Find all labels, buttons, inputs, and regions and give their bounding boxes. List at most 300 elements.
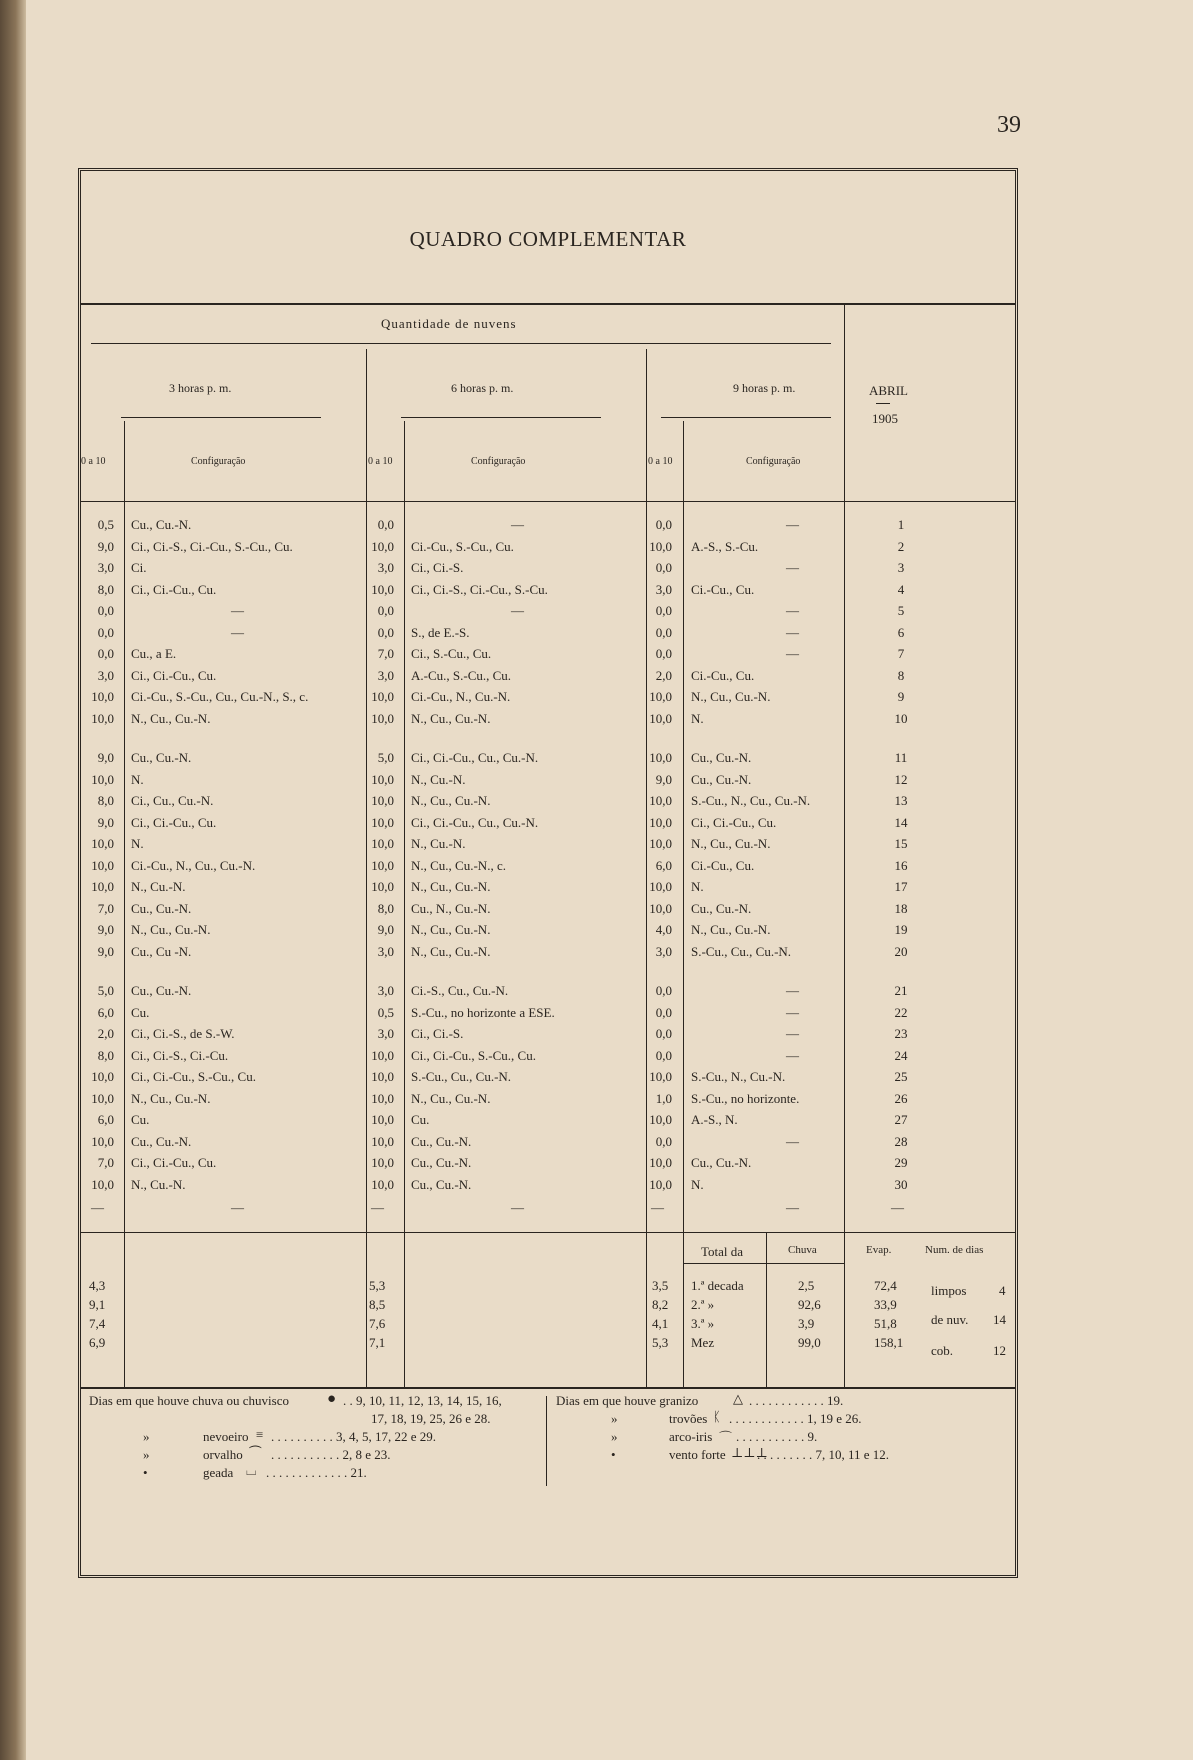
cell-6h-value: 0,0: [377, 603, 394, 618]
cell-6h-config: N., Cu., Cu.-N.: [411, 793, 491, 808]
cell-3h-value: 10,0: [91, 1069, 114, 1084]
cell-6h-config: Ci., Ci.-Cu., Cu., Cu.-N.: [411, 814, 539, 830]
cell-9h-config: N., Cu., Cu.-N.: [691, 689, 771, 704]
cell-9h-config: —: [786, 1004, 799, 1020]
cell-3h-config: Ci.-Cu., N., Cu., Cu.-N.: [131, 857, 256, 873]
cell-3h-config: N., Cu., Cu.-N.: [131, 922, 211, 937]
cell-9h-value: 0,0: [655, 517, 672, 532]
cell-9h-value: 4,0: [655, 922, 672, 937]
cell-9h-value: 10,0: [649, 1069, 672, 1084]
cell-9h-value: 10,0: [649, 900, 672, 916]
cell-3h-value: 0,5: [97, 517, 114, 532]
cell-6h-value: 3,0: [377, 983, 394, 998]
cell-6h-value: 10,0: [371, 1155, 394, 1170]
rain-symbol-icon: ●: [327, 1391, 337, 1407]
fog-symbol-icon: ≡: [256, 1427, 264, 1442]
brace-9h: [661, 417, 831, 424]
cell-6h-config: Ci., Ci.-Cu., Cu., Cu.-N.: [411, 750, 539, 765]
cell-3h-config: Ci., Ci.-Cu., S.-Cu., Cu.: [131, 1069, 256, 1084]
cell-3h-config: Ci., Ci.-Cu., Cu.: [131, 581, 217, 597]
table-row: [81, 1112, 1015, 1133]
title-box: [81, 171, 1015, 305]
cob-value: 12: [993, 1343, 1006, 1358]
cell-6h-value: 0,5: [377, 1004, 394, 1020]
table-row: [81, 1048, 1015, 1069]
footer-chuva-days2: 17, 18, 19, 25, 26 e 28.: [371, 1411, 491, 1426]
cell-day: 20: [894, 943, 908, 959]
cell-9h-config: Ci.-Cu., Cu.: [691, 581, 755, 597]
cell-3h-config: Cu.: [131, 1004, 150, 1020]
cell-3h-config: Cu., Cu -N.: [131, 943, 192, 959]
cell-6h-value: 7,0: [377, 646, 394, 661]
cell-9h-config: —: [786, 983, 799, 998]
table-row: [81, 793, 1015, 814]
cell-3h-value: 2,0: [97, 1026, 114, 1041]
cell-9h-config: Ci.-Cu., Cu.: [691, 667, 755, 683]
cell-day: 5: [897, 603, 905, 618]
cell-3h-config: Cu.: [131, 1112, 150, 1127]
cell-3h-value: 10,0: [91, 771, 114, 787]
cell-9h-value: 0,0: [655, 983, 672, 998]
cell-day: 6: [897, 624, 905, 640]
cell-9h-config: S.-Cu., N., Cu., Cu.-N.: [691, 793, 811, 808]
cell-9h-config: N., Cu., Cu.-N.: [691, 836, 771, 851]
cell-9h-config: S.-Cu., Cu., Cu.-N.: [691, 943, 792, 959]
summary-period-label: Mez: [691, 1335, 715, 1350]
cell-6h-value: 3,0: [377, 560, 394, 575]
cell-3h-value: 8,0: [97, 581, 114, 597]
cell-3h-config: Cu., Cu.-N.: [131, 900, 192, 916]
cell-6h-config: N., Cu., Cu.-N.: [411, 710, 491, 726]
summary-3h-mean: 7,4: [89, 1316, 106, 1331]
cell-day: 23: [894, 1026, 908, 1041]
cell-6h-value: 10,0: [371, 1090, 394, 1106]
footer-vento-days: . . . . . . . . . 7, 10, 11 e 12.: [757, 1447, 890, 1462]
ditto-mark: •: [143, 1465, 148, 1480]
cell-3h-config: Ci., Cu., Cu.-N.: [131, 793, 214, 808]
cell-day: 1: [897, 517, 905, 532]
header-6h: 6 horas p. m.: [451, 381, 514, 395]
table-row: [81, 750, 1015, 771]
summary-9h-mean: 3,5: [652, 1278, 669, 1293]
summary-3h-mean: 6,9: [89, 1335, 106, 1350]
cell-3h-config: N., Cu., Cu.-N.: [131, 1090, 211, 1106]
closing-dash: —: [651, 1200, 664, 1215]
cell-9h-value: 10,0: [649, 879, 672, 894]
cell-day: 19: [894, 922, 908, 937]
table-row: [81, 582, 1015, 603]
cell-3h-value: 0,0: [97, 646, 114, 661]
cell-9h-config: A.-S., N.: [691, 1112, 738, 1127]
brace-3h: [121, 417, 321, 424]
col-config-9h: Configuração: [746, 456, 801, 467]
table-row: [81, 901, 1015, 922]
summary-evap-value: 72,4: [874, 1278, 897, 1293]
cell-6h-value: 10,0: [371, 836, 394, 851]
cell-6h-config: Ci.-Cu., N., Cu.-N.: [411, 689, 511, 704]
footer-orvalho-label: orvalho: [203, 1447, 243, 1462]
summary-period-label: 1.ª decada: [691, 1278, 744, 1293]
cell-6h-value: 3,0: [377, 1026, 394, 1041]
cell-day: 8: [897, 667, 905, 683]
cell-6h-value: 0,0: [377, 624, 394, 640]
footer-orvalho-days: . . . . . . . . . . . 2, 8 e 23.: [271, 1447, 391, 1462]
cell-9h-value: 9,0: [655, 771, 672, 787]
page-title: QUADRO COMPLEMENTAR: [409, 227, 687, 251]
table-row: [81, 711, 1015, 732]
cell-3h-config: Ci., Ci.-Cu., Cu.: [131, 814, 217, 830]
cell-6h-config: Ci.-S., Cu., Cu.-N.: [411, 983, 509, 998]
cell-3h-value: 10,0: [91, 857, 114, 873]
table-row: [81, 879, 1015, 900]
table-row: [81, 836, 1015, 857]
cell-9h-value: 10,0: [649, 710, 672, 726]
closing-dash: —: [91, 1200, 104, 1215]
col-scale-9h: 0 a 10: [648, 456, 673, 467]
ditto-mark: »: [143, 1429, 150, 1444]
cell-9h-config: N.: [691, 710, 704, 726]
cell-3h-value: 0,0: [97, 624, 114, 640]
footer-geada-days: . . . . . . . . . . . . . 21.: [266, 1465, 367, 1480]
footer-nevoeiro-label: nevoeiro: [203, 1429, 249, 1444]
cell-9h-value: 10,0: [649, 538, 672, 554]
cell-6h-config: —: [511, 603, 524, 618]
summary-chuva-value: 92,6: [798, 1297, 821, 1312]
cell-6h-config: N., Cu., Cu.-N., c.: [411, 857, 506, 873]
cell-6h-value: 10,0: [371, 1112, 394, 1127]
cell-3h-config: Cu., Cu.-N.: [131, 1133, 192, 1149]
cell-day: 24: [894, 1047, 908, 1063]
cell-3h-value: 10,0: [91, 710, 114, 726]
cell-9h-config: N., Cu., Cu.-N.: [691, 922, 771, 937]
cell-3h-config: Ci., Ci.-Cu., Cu.: [131, 667, 217, 683]
cell-day: 28: [894, 1133, 908, 1149]
cell-day: 7: [897, 646, 905, 661]
cell-9h-config: Cu., Cu.-N.: [691, 750, 752, 765]
cell-9h-value: 10,0: [649, 750, 672, 765]
cell-6h-config: Cu., Cu.-N.: [411, 1176, 472, 1192]
cell-9h-value: 0,0: [655, 1004, 672, 1020]
table-row: [81, 1177, 1015, 1198]
summary-6h-mean: 5,3: [369, 1278, 386, 1293]
cell-3h-value: 7,0: [97, 1155, 114, 1170]
cell-6h-value: 10,0: [371, 814, 394, 830]
cell-9h-config: A.-S., S.-Cu.: [691, 538, 759, 554]
cell-3h-config: Ci.: [131, 560, 147, 575]
header-bottom-rule: [81, 501, 1015, 502]
summary-top-rule: [81, 1232, 1015, 1233]
cell-3h-value: 8,0: [97, 1047, 114, 1063]
cell-3h-value: 10,0: [91, 836, 114, 851]
footer-vento-label: vento forte: [669, 1447, 726, 1462]
summary-evap-value: 158,1: [874, 1335, 904, 1350]
cell-9h-value: 0,0: [655, 1026, 672, 1041]
cell-day: 10: [894, 710, 908, 726]
cell-3h-config: Ci., Ci.-Cu., Cu.: [131, 1155, 217, 1170]
cell-3h-config: —: [231, 624, 244, 640]
summary-chuva-value: 99,0: [798, 1335, 821, 1350]
cell-6h-value: 0,0: [377, 517, 394, 532]
cell-day: 2: [897, 538, 905, 554]
summary-period-label: 3.ª »: [691, 1316, 715, 1331]
table-row: [81, 668, 1015, 689]
ditto-mark: »: [143, 1447, 150, 1462]
cell-9h-value: 10,0: [649, 1176, 672, 1192]
cell-3h-config: Cu., Cu.-N.: [131, 517, 192, 532]
cell-3h-value: 9,0: [97, 538, 114, 554]
cell-3h-value: 10,0: [91, 1090, 114, 1106]
cell-3h-value: 9,0: [97, 943, 114, 959]
cell-6h-config: Cu.: [411, 1112, 430, 1127]
closing-dash: —: [231, 1200, 244, 1215]
cell-3h-config: Ci., Ci.-S., de S.-W.: [131, 1026, 235, 1041]
wind-symbol-icon: ⊥⊥⊥: [731, 1445, 768, 1460]
cell-3h-config: Ci.-Cu., S.-Cu., Cu., Cu.-N., S., c.: [131, 689, 309, 704]
cell-6h-config: S.-Cu., Cu., Cu.-N.: [411, 1069, 512, 1084]
cell-9h-value: 10,0: [649, 1112, 672, 1127]
rainbow-symbol-icon: ⌒: [719, 1430, 733, 1445]
table-row: [81, 625, 1015, 646]
cell-9h-value: 10,0: [649, 793, 672, 808]
cell-day: 11: [894, 750, 908, 765]
footer-divider: [546, 1396, 547, 1486]
cell-6h-value: 10,0: [371, 857, 394, 873]
nuv-label: de nuv.: [931, 1312, 969, 1327]
limpos-label: limpos: [931, 1283, 967, 1298]
cell-9h-config: Cu., Cu.-N.: [691, 771, 752, 787]
footer-trovoes-label: trovões: [669, 1411, 708, 1426]
cell-6h-value: 10,0: [371, 1133, 394, 1149]
cell-3h-value: 10,0: [91, 1133, 114, 1149]
header-year: 1905: [872, 411, 898, 426]
cell-6h-value: 9,0: [377, 922, 394, 937]
ditto-mark: »: [611, 1411, 618, 1426]
summary-chuva-value: 3,9: [798, 1316, 815, 1331]
summary-evap-value: 51,8: [874, 1316, 897, 1331]
month-rule: [876, 403, 890, 404]
cell-6h-value: 10,0: [371, 689, 394, 704]
closing-dash-row: [81, 1200, 1015, 1221]
summary-3h-mean: 4,3: [89, 1278, 106, 1293]
cell-3h-value: 3,0: [97, 560, 114, 575]
summary-9h-mean: 8,2: [652, 1297, 669, 1312]
cell-9h-config: Ci., Ci.-Cu., Cu.: [691, 814, 777, 830]
cell-day: 21: [894, 983, 908, 998]
cell-6h-config: N., Cu., Cu.-N.: [411, 879, 491, 894]
cell-6h-config: Ci., Ci.-S.: [411, 560, 464, 575]
footer-nevoeiro-days: . . . . . . . . . . 3, 4, 5, 17, 22 e 29.: [271, 1429, 437, 1444]
cell-3h-value: 10,0: [91, 689, 114, 704]
cell-9h-config: S.-Cu., no horizonte.: [691, 1090, 800, 1106]
cell-3h-value: 7,0: [97, 900, 114, 916]
cell-9h-value: 10,0: [649, 689, 672, 704]
cell-9h-value: 6,0: [655, 857, 672, 873]
cell-9h-config: N.: [691, 1176, 704, 1192]
cell-6h-config: A.-Cu., S.-Cu., Cu.: [411, 667, 512, 683]
cell-3h-config: —: [231, 603, 244, 618]
footer-chuva-days: . . 9, 10, 11, 12, 13, 14, 15, 16,: [343, 1393, 502, 1408]
cell-6h-value: 3,0: [377, 667, 394, 683]
summary-9h-mean: 5,3: [652, 1335, 669, 1350]
cell-9h-value: 0,0: [655, 1047, 672, 1063]
table-row: [81, 646, 1015, 667]
cell-day: 30: [894, 1176, 908, 1192]
cell-6h-value: 10,0: [371, 710, 394, 726]
table-frame: [78, 168, 1018, 1578]
cell-day: 9: [897, 689, 905, 704]
cell-9h-value: 0,0: [655, 560, 672, 575]
summary-evap-header: Evap.: [866, 1244, 892, 1256]
summary-evap-value: 33,9: [874, 1297, 897, 1312]
cell-3h-config: Cu., Cu.-N.: [131, 983, 192, 998]
cell-6h-value: 10,0: [371, 1176, 394, 1192]
cell-9h-value: 2,0: [655, 667, 672, 683]
table-row: [81, 983, 1015, 1004]
cell-6h-config: Ci., Ci.-Cu., S.-Cu., Cu.: [411, 1047, 536, 1063]
cell-6h-config: Ci., Ci.-S.: [411, 1026, 464, 1041]
footer-granizo-label: Dias em que houve granizo: [556, 1393, 699, 1408]
summary-period-label: 2.ª »: [691, 1297, 715, 1312]
table-row: [81, 858, 1015, 879]
page-number: 39: [997, 112, 1021, 138]
cell-3h-config: N., Cu.-N.: [131, 879, 186, 894]
summary-num-header: Num. de dias: [925, 1244, 984, 1256]
table-row: [81, 539, 1015, 560]
summary-chuva-header: Chuva: [788, 1244, 817, 1256]
cell-day: 3: [897, 560, 905, 575]
table-row: [81, 1155, 1015, 1176]
cell-3h-config: N., Cu.-N.: [131, 1176, 186, 1192]
cell-3h-config: N., Cu., Cu.-N.: [131, 710, 211, 726]
group-brace: [91, 343, 831, 350]
cell-6h-config: N., Cu., Cu.-N.: [411, 922, 491, 937]
cell-day: 4: [897, 581, 905, 597]
cell-day: 29: [894, 1155, 908, 1170]
cell-9h-value: 1,0: [655, 1090, 672, 1106]
summary-6h-mean: 7,1: [369, 1335, 386, 1350]
cell-3h-config: Cu., a E.: [131, 646, 177, 661]
cell-9h-config: N.: [691, 879, 704, 894]
table-row: [81, 689, 1015, 710]
divider-evap: [844, 1232, 845, 1387]
cell-6h-config: Ci.-Cu., S.-Cu., Cu.: [411, 538, 514, 554]
cell-6h-value: 8,0: [377, 900, 394, 916]
cell-3h-value: 6,0: [97, 1004, 114, 1020]
table-row: [81, 1091, 1015, 1112]
cell-day: 15: [894, 836, 908, 851]
cell-9h-config: Cu., Cu.-N.: [691, 900, 752, 916]
cell-day: 13: [894, 793, 908, 808]
cell-3h-value: 9,0: [97, 750, 114, 765]
table-row: [81, 922, 1015, 943]
header-9h: 9 horas p. m.: [733, 381, 796, 395]
cell-day: 16: [894, 857, 908, 873]
thunder-symbol-icon: ᛕ: [713, 1409, 721, 1424]
cell-6h-config: N., Cu.-N.: [411, 771, 466, 787]
footer-trovoes-days: . . . . . . . . . . . . 1, 19 e 26.: [729, 1411, 862, 1426]
cell-9h-value: 10,0: [649, 814, 672, 830]
hail-symbol-icon: △: [733, 1391, 743, 1406]
cell-9h-config: Cu., Cu.-N.: [691, 1155, 752, 1170]
cell-3h-config: Ci., Ci.-S., Ci.-Cu.: [131, 1047, 229, 1063]
nuv-value: 14: [993, 1312, 1006, 1327]
cell-9h-config: —: [786, 517, 799, 532]
table-row: [81, 517, 1015, 538]
cell-3h-value: 10,0: [91, 879, 114, 894]
cell-day: 27: [894, 1112, 908, 1127]
closing-dash: —: [371, 1200, 384, 1215]
cell-3h-value: 9,0: [97, 814, 114, 830]
footer-chuva-label: Dias em que houve chuva ou chuvisco: [89, 1393, 290, 1408]
table-row: [81, 1005, 1015, 1026]
header-group-label: Quantidade de nuvens: [381, 316, 517, 331]
cell-6h-config: Ci., S.-Cu., Cu.: [411, 646, 492, 661]
cell-6h-config: S.-Cu., no horizonte a ESE.: [411, 1004, 555, 1020]
table-row: [81, 815, 1015, 836]
cell-9h-value: 0,0: [655, 624, 672, 640]
ditto-mark: •: [611, 1447, 616, 1462]
cell-6h-config: Cu., N., Cu.-N.: [411, 900, 491, 916]
cell-day: 14: [894, 814, 908, 830]
cell-6h-value: 10,0: [371, 771, 394, 787]
col-scale-3h: 0 a 10: [81, 456, 106, 467]
cell-9h-config: —: [786, 1026, 799, 1041]
cell-6h-config: N., Cu.-N.: [411, 836, 466, 851]
divider-chuva: [766, 1232, 767, 1387]
cell-3h-config: Cu., Cu.-N.: [131, 750, 192, 765]
footer-arco-days: . . . . . . . . . . . 9.: [736, 1429, 818, 1444]
col-config-6h: Configuração: [471, 456, 526, 467]
cell-day: 22: [894, 1004, 908, 1020]
ditto-mark: »: [611, 1429, 618, 1444]
cell-9h-value: 0,0: [655, 603, 672, 618]
summary-3h-mean: 9,1: [89, 1297, 106, 1312]
summary-chuva-value: 2,5: [798, 1278, 815, 1293]
cell-6h-config: S., de E.-S.: [411, 624, 470, 640]
cell-9h-value: 0,0: [655, 1133, 672, 1149]
cell-9h-config: —: [786, 1133, 799, 1149]
cell-day: 18: [894, 900, 908, 916]
cell-9h-config: —: [786, 560, 799, 575]
cell-6h-value: 3,0: [377, 943, 394, 959]
table-row: [81, 1026, 1015, 1047]
cell-9h-value: 3,0: [655, 581, 672, 597]
cell-9h-value: 10,0: [649, 836, 672, 851]
cell-6h-config: Cu., Cu.-N.: [411, 1133, 472, 1149]
cell-day: 25: [894, 1069, 908, 1084]
cell-9h-value: 3,0: [655, 943, 672, 959]
closing-dash: —: [891, 1200, 904, 1215]
footer-granizo-days: . . . . . . . . . . . . 19.: [749, 1393, 844, 1408]
cell-6h-value: 10,0: [371, 879, 394, 894]
table-row: [81, 603, 1015, 624]
footer-top-rule: [81, 1387, 1015, 1389]
cob-label: cob.: [931, 1343, 954, 1358]
cell-9h-config: Ci.-Cu., Cu.: [691, 857, 755, 873]
cell-6h-config: N., Cu., Cu.-N.: [411, 943, 491, 959]
table-row: [81, 560, 1015, 581]
cell-3h-value: 9,0: [97, 922, 114, 937]
cell-3h-value: 6,0: [97, 1112, 114, 1127]
cell-3h-value: 0,0: [97, 603, 114, 618]
cell-9h-value: 10,0: [649, 1155, 672, 1170]
book-spine: [0, 0, 26, 1760]
cell-day: 26: [894, 1090, 908, 1106]
cell-6h-value: 10,0: [371, 538, 394, 554]
cell-6h-value: 10,0: [371, 581, 394, 597]
closing-dash: —: [786, 1200, 799, 1215]
footer-arco-label: arco-iris: [669, 1429, 713, 1444]
